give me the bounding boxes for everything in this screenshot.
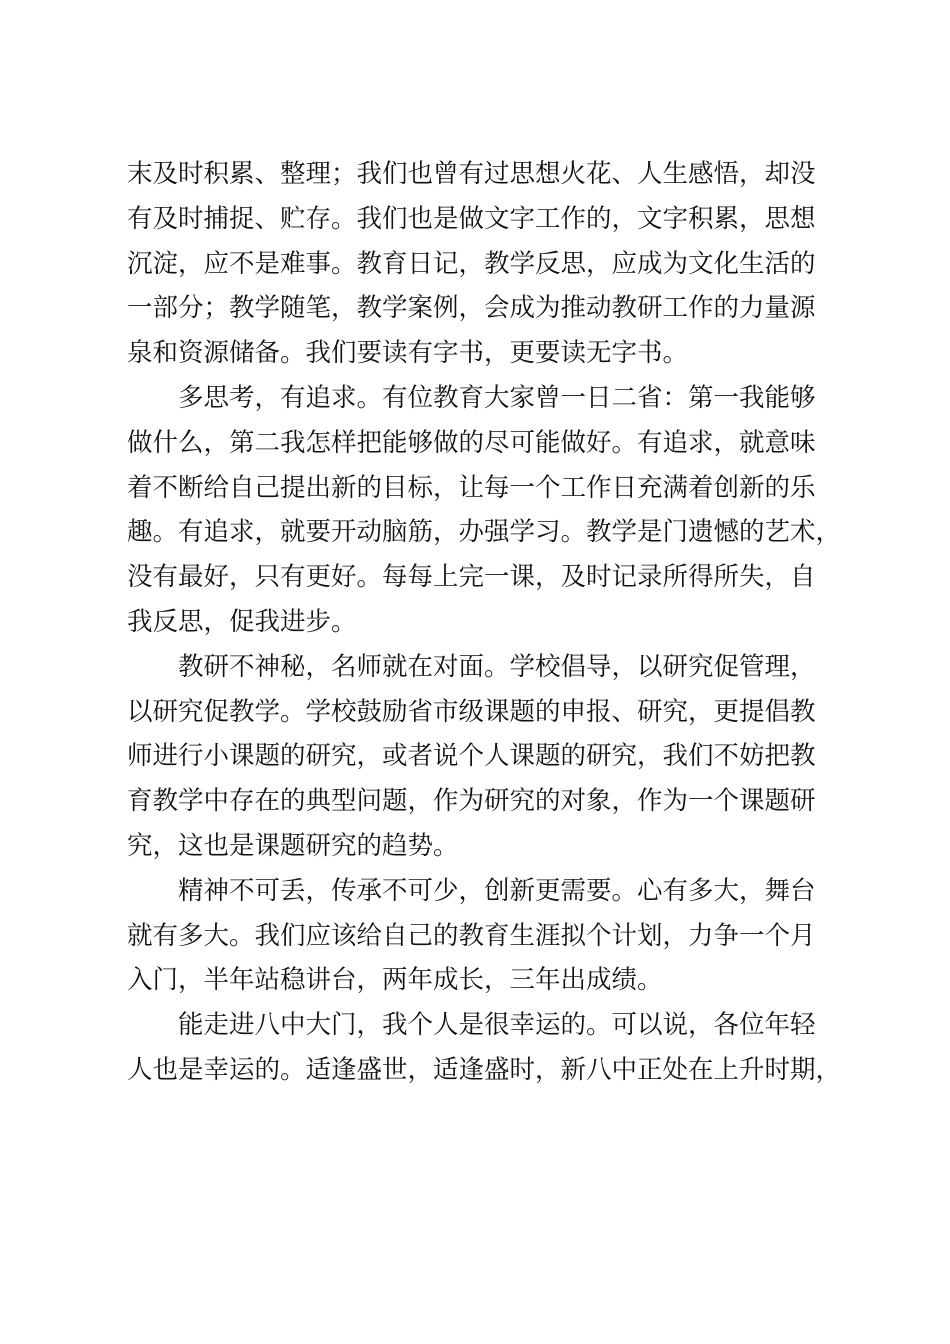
text-line: 一部分；教学随笔，教学案例，会成为推动教研工作的力量源 <box>127 293 816 324</box>
text-line: 做什么，第二我怎样把能够做的尽可能做好。有追求，就意味 <box>127 427 816 458</box>
document-body-text <box>127 152 857 1093</box>
text-line: 以研究促教学。学校鼓励省市级课题的申报、研究，更提倡教 <box>127 696 816 727</box>
text-line: 趣。有追求，就要开动脑筋，办强学习。教学是门遗憾的艺术， <box>127 517 842 548</box>
text-line: 沉淀，应不是难事。教育日记，教学反思，应成为文化生活的 <box>127 248 816 279</box>
paragraph-first-line: 能走进八中大门，我个人是很幸运的。可以说，各位年轻 <box>178 1010 816 1041</box>
text-line: 入门，半年站稳讲台，两年成长，三年出成绩。 <box>127 965 663 996</box>
text-line: 着不断给自己提出新的目标，让每一个工作日充满着创新的乐 <box>127 472 816 503</box>
text-line: 究，这也是课题研究的趋势。 <box>127 830 459 861</box>
paragraph-first-line: 多思考，有追求。有位教育大家曾一日二省：第一我能够 <box>178 382 816 413</box>
paragraph-first-line: 精神不可丢，传承不可少，创新更需要。心有多大，舞台 <box>178 875 816 906</box>
text-line: 人也是幸运的。适逢盛世，适逢盛时，新八中正处在上升时期， <box>127 1054 842 1085</box>
text-line: 师进行小课题的研究，或者说个人课题的研究，我们不妨把教 <box>127 741 816 772</box>
text-line: 有及时捕捉、贮存。我们也是做文字工作的，文字积累，思想 <box>127 203 816 234</box>
text-line: 我反思，促我进步。 <box>127 606 357 637</box>
text-line: 泉和资源储备。我们要读有字书，更要读无字书。 <box>127 338 689 369</box>
text-line: 末及时积累、整理；我们也曾有过思想火花、人生感悟，却没 <box>127 159 816 189</box>
text-line: 就有多大。我们应该给自己的教育生涯拟个计划，力争一个月 <box>127 920 816 951</box>
text-line: 没有最好，只有更好。每每上完一课，及时记录所得所失，自 <box>127 562 816 593</box>
text-line: 育教学中存在的典型问题，作为研究的对象，作为一个课题研 <box>127 786 816 817</box>
paragraph-first-line: 教研不神秘，名师就在对面。学校倡导，以研究促管理， <box>178 651 816 682</box>
